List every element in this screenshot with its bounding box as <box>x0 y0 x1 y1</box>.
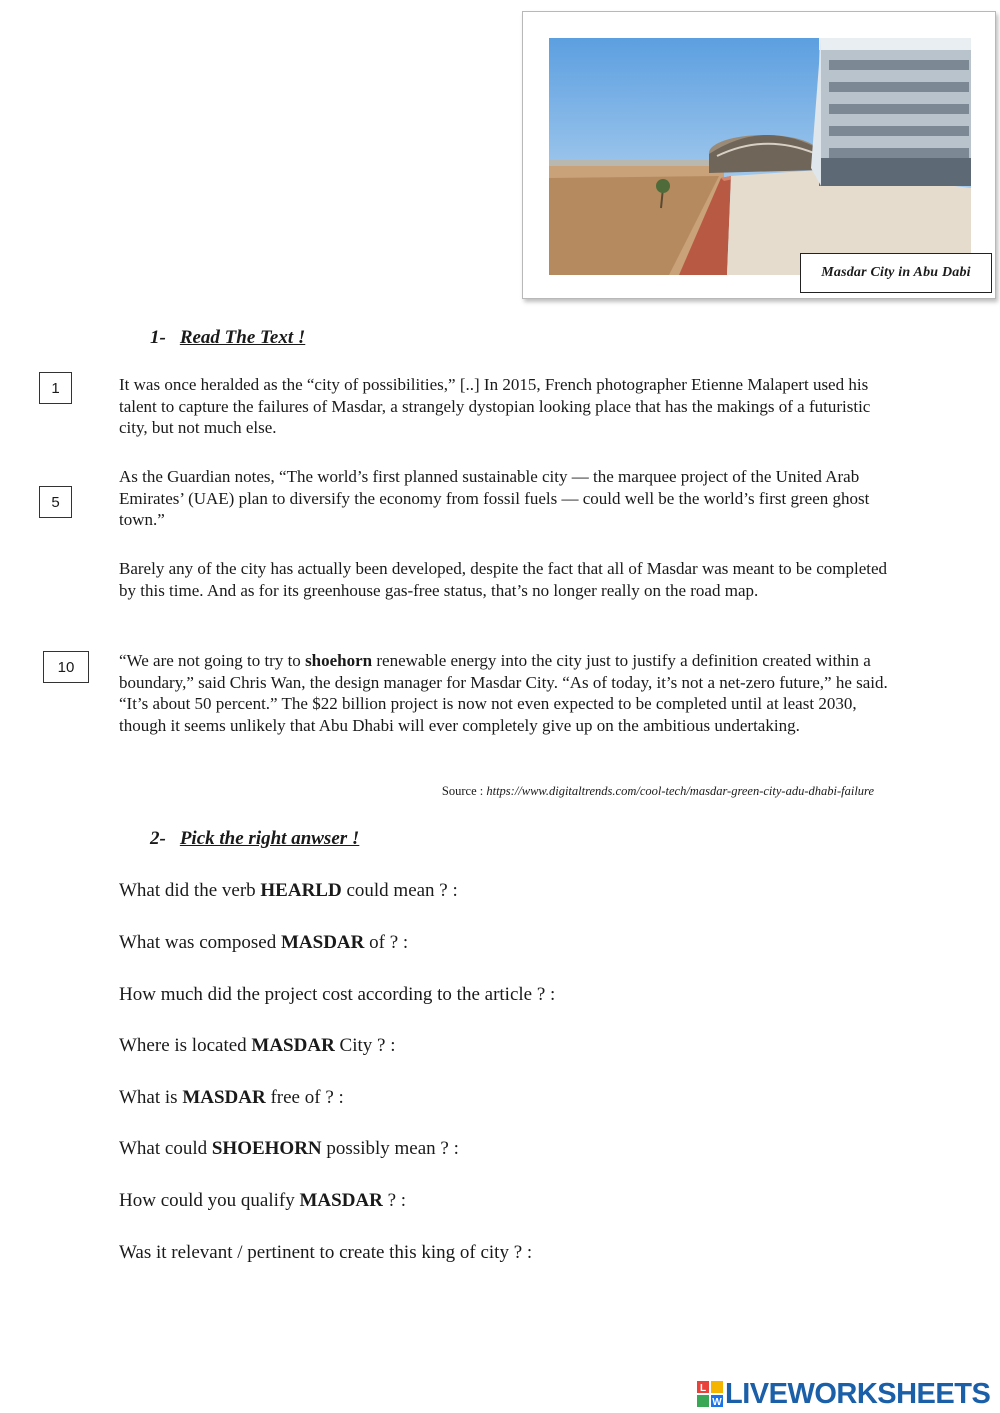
section-1-number: 1- <box>150 327 166 348</box>
question-6 <box>119 1138 459 1160</box>
question-6-text: What could <box>119 1138 212 1159</box>
source-url: https://www.digitaltrends.com/cool-tech/masdar-green-city-adu-dhabi-failure <box>486 784 874 798</box>
question-6-keyword: SHOEHORN <box>211 1138 322 1159</box>
question-4 <box>119 1035 396 1057</box>
question-8 <box>119 1242 532 1264</box>
question-7-keyword: MASDAR <box>299 1190 383 1211</box>
question-3 <box>119 984 555 1006</box>
paragraph-4-keyword: shoehorn <box>305 651 373 670</box>
question-5-keyword: MASDAR <box>182 1087 266 1108</box>
masdar-city-photo <box>549 38 971 275</box>
source-line <box>300 784 874 799</box>
source-label: Source : <box>441 784 487 798</box>
section-1-title: Read The Text ! <box>179 327 306 348</box>
paragraph-3: Barely any of the city has actually been developed, despite the fact that all of Masdar was meant to be completed by this time. And as for its greenhouse gas-free status, that’s no longer really on the road map. <box>119 559 888 600</box>
section-1-heading <box>150 327 305 349</box>
question-2-end: of ? : <box>364 932 409 953</box>
question-4-text: Where is located <box>119 1035 252 1056</box>
question-7-text: How could you qualify <box>119 1190 300 1211</box>
question-1-end: could mean ? : <box>341 880 458 901</box>
question-5 <box>119 1087 344 1109</box>
question-5-text: What is <box>119 1087 183 1108</box>
section-2-heading <box>150 828 359 850</box>
question-7 <box>119 1190 406 1212</box>
line-marker-10: 10 <box>43 651 89 683</box>
question-6-end: possibly mean ? : <box>321 1138 459 1159</box>
liveworksheets-name: LIVEWORKSHEETS <box>725 1377 991 1410</box>
section-2-number: 2- <box>150 828 166 849</box>
svg-text:L: L <box>699 1383 707 1394</box>
liveworksheets-logo-icon <box>697 1381 723 1407</box>
line-marker-5: 5 <box>39 486 72 518</box>
line-marker-1: 1 <box>39 372 72 404</box>
question-4-end: City ? : <box>334 1035 396 1056</box>
paragraph-4-rest: renewable energy into the city just to justify a definition created within a boundary,” said Chris Wan, the design manager for Masdar City. “As of today, it’s not a net-zero future,” he said. “It’s about 50 percent.” The $22 billion project is now not even expected to be completed until at least 2030, though it seems unlikely that Abu Dhabi will ever completely give up on the ambitious undertaking. <box>119 651 888 735</box>
question-1 <box>119 880 458 902</box>
question-2 <box>119 932 408 954</box>
liveworksheets-brand[interactable] <box>697 1377 990 1411</box>
photo-caption: Masdar City in Abu Dabi <box>800 253 992 293</box>
section-2-title: Pick the right anwser ! <box>179 828 360 849</box>
paragraph-2: As the Guardian notes, “The world’s first planned sustainable city — the marquee project of the United Arab Emirates’ (UAE) plan to diversify the economy from fossil fuels — could well be the world’s first green ghost town.” <box>119 467 870 529</box>
paragraph-4 <box>119 650 889 736</box>
svg-text:W: W <box>712 1397 722 1407</box>
question-1-text: What did the verb <box>119 880 261 901</box>
question-1-keyword: HEARLD <box>260 880 342 901</box>
paragraph-1: It was once heralded as the “city of possibilities,” [..] In 2015, French photographer Etienne Malapert used his talent to capture the failures of Masdar, a strangely dystopian looking place that has the makings of a futuristic city, but not much else. <box>119 375 871 437</box>
question-2-keyword: MASDAR <box>280 932 365 953</box>
question-2-text: What was composed <box>119 932 281 953</box>
question-5-end: free of ? : <box>265 1087 344 1108</box>
question-4-keyword: MASDAR <box>251 1035 335 1056</box>
question-3-text: How much did the project cost according to the article ? : <box>119 984 556 1005</box>
question-8-text: Was it relevant / pertinent to create this king of city ? : <box>119 1242 533 1263</box>
question-7-end: ? : <box>382 1190 407 1211</box>
paragraph-4-start: “We are not going to try to <box>119 651 306 670</box>
